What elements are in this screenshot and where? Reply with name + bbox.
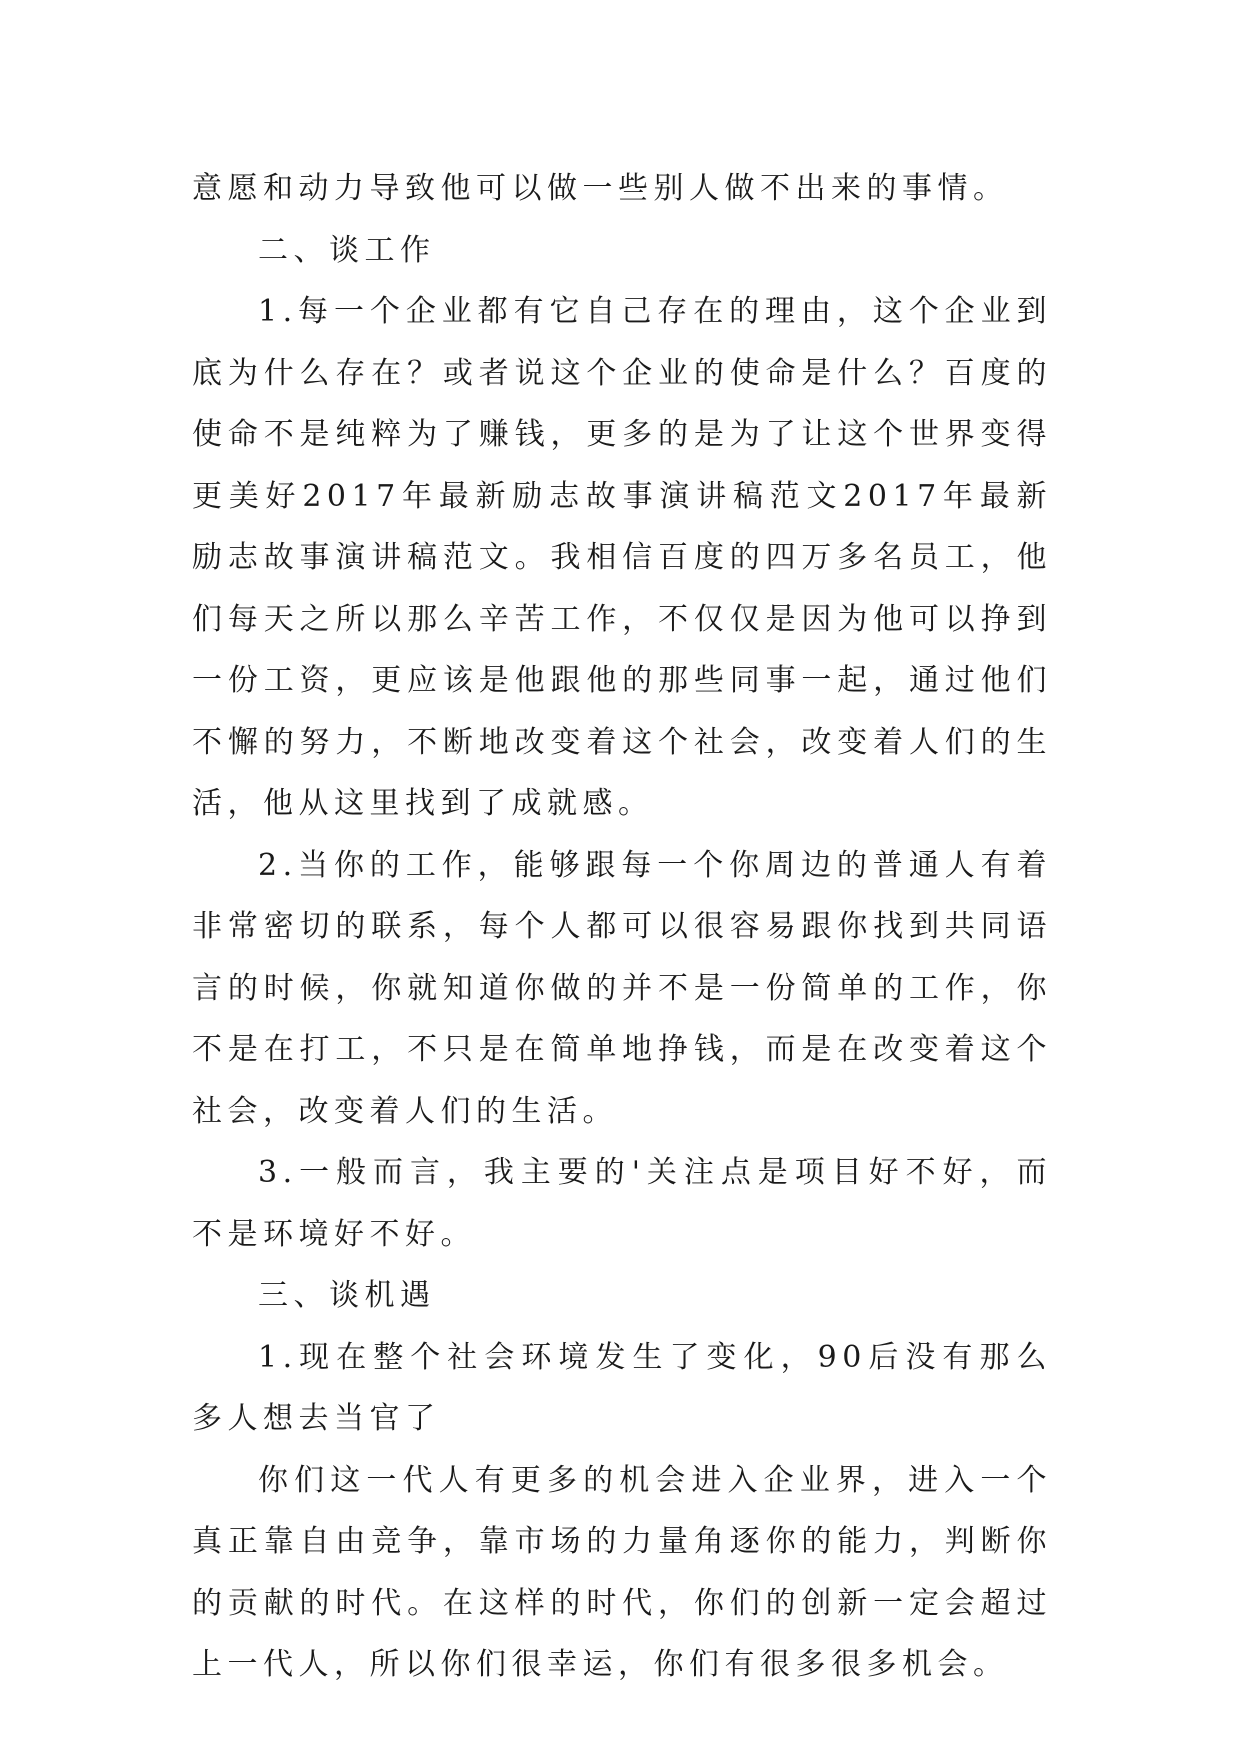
paragraph-continuation: 意愿和动力导致他可以做一些别人做不出来的事情。 xyxy=(192,171,1009,206)
paragraph-work-2: 2.当你的工作，能够跟每一个你周边的普通人有着非常密切的联系，每个人都可以很容易跟你找到共同语言的时候，你就知道你做的并不是一份简单的工作，你不是在打工，不只是在简单地挣钱，而是在改变着这个社会，改变着人们的生活。 xyxy=(192,847,1052,1129)
paragraph-work-3: 3.一般而言，我主要的'关注点是项目好不好，而不是环境好不好。 xyxy=(192,1155,1052,1252)
paragraph-opportunity-1: 1.现在整个社会环境发生了变化，90后没有那么多人想去当官了 xyxy=(192,1339,1052,1436)
section-heading-opportunity: 三、谈机遇 xyxy=(258,1278,436,1313)
document-body xyxy=(192,158,1052,1696)
section-heading-work: 二、谈工作 xyxy=(258,232,436,268)
paragraph-opportunity-2: 你们这一代人有更多的机会进入企业界，进入一个真正靠自由竞争，靠市场的力量角逐你的能力，判断你的贡献的时代。在这样的时代，你们的创新一定会超过上一代人，所以你们很幸运，你们有很多很多机会。 xyxy=(192,1462,1052,1682)
paragraph-work-1: 1.每一个企业都有它自己存在的理由，这个企业到底为什么存在？或者说这个企业的使命是什么？百度的使命不是纯粹为了赚钱，更多的是为了让这个世界变得更美好2017年最新励志故事演讲稿范文2017年最新励志故事演讲稿范文。我相信百度的四万多名员工，他们每天之所以那么辛苦工作，不仅仅是因为他可以挣到一份工资，更应该是他跟他的那些同事一起，通过他们不懈的努力，不断地改变着这个社会，改变着人们的生活，他从这里找到了成就感。 xyxy=(192,294,1052,821)
